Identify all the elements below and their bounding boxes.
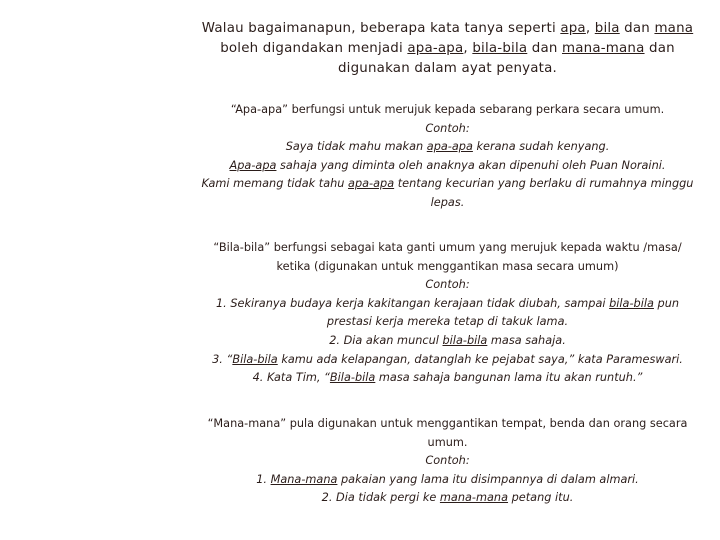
definition-bila-bila: “Bila-bila” berfungsi sebagai kata ganti umum yang merujuk kepada waktu /masa/ ketika (digunakan untuk menggantikan masa secara umum) [213, 241, 682, 273]
intro-text: dan [619, 21, 655, 36]
example-text: 1. [256, 472, 271, 486]
example-text: pakaian yang lama itu disimpannya di dalam almari. [337, 472, 639, 486]
example-text: Kami memang tidak tahu [201, 177, 349, 191]
example-text: masa sahaja. [487, 333, 566, 347]
example-sentence [195, 471, 700, 490]
keyword-mana-mana: mana-mana [562, 41, 645, 56]
example-text: 2. Dia akan muncul [329, 333, 443, 347]
keyword-mana: mana [654, 21, 694, 36]
example-keyword: bila-bila [609, 296, 654, 310]
intro-text: Walau bagaimanapun, beberapa kata tanya seperti [201, 21, 561, 36]
example-sentence [195, 295, 700, 332]
example-text: 2. Dia tidak pergi ke [321, 491, 440, 505]
example-keyword: bila-bila [442, 333, 488, 347]
intro-text: , [463, 41, 473, 56]
example-keyword: Apa-apa [229, 158, 277, 172]
example-text: kamu ada kelapangan, datanglah ke pejabat saya,” kata Parameswari. [277, 352, 683, 366]
contoh-label: Contoh: [425, 121, 470, 135]
example-text: tentang kecurian yang berlaku di rumahnya minggu lepas. [394, 177, 694, 209]
example-sentence [195, 157, 700, 176]
intro-text: , [585, 21, 595, 36]
keyword-bila: bila [594, 21, 620, 36]
keyword-bila-bila: bila-bila [472, 41, 528, 56]
example-text: sahaja yang diminta oleh anaknya akan dipenuhi oleh Puan Noraini. [276, 158, 666, 172]
example-text: kerana sudah kenyang. [472, 140, 610, 154]
example-text: 3. “ [212, 352, 233, 366]
contoh-label: Contoh: [425, 454, 470, 468]
definition-apa-apa: “Apa-apa” berfungsi untuk merujuk kepada sebarang perkara secara umum. [230, 103, 665, 116]
example-keyword: Bila-bila [329, 371, 376, 385]
section-bila-bila [195, 239, 700, 388]
example-text: pun prestasi kerja mereka tetap di takuk lama. [326, 296, 680, 329]
example-keyword: Bila-bila [232, 352, 278, 366]
example-text: petang itu. [508, 491, 574, 505]
example-keyword: Mana-mana [270, 472, 338, 486]
section-apa-apa [195, 101, 700, 213]
example-keyword: mana-mana [439, 491, 509, 505]
intro-text: boleh digandakan menjadi [220, 41, 408, 56]
example-sentence [195, 175, 700, 212]
example-sentence [195, 489, 700, 508]
definition-mana-mana: “Mana-mana” pula digunakan untuk menggantikan tempat, benda dan orang secara umum. [207, 417, 688, 449]
intro-text: dan digunakan dalam ayat penyata. [337, 41, 675, 76]
example-text: masa sahaja bangunan lama itu akan runtuh.” [375, 371, 643, 385]
section-mana-mana [195, 415, 700, 508]
contoh-label: Contoh: [425, 278, 470, 292]
example-keyword: apa-apa [426, 140, 473, 154]
keyword-apa-apa: apa-apa [407, 41, 464, 56]
example-sentence [195, 138, 700, 157]
intro-text: dan [527, 41, 562, 56]
example-keyword: apa-apa [348, 177, 395, 191]
example-sentence [195, 332, 700, 351]
example-text: 4. Kata Tim, “ [252, 371, 330, 385]
example-text: 1. Sekiranya budaya kerja kakitangan kerajaan tidak diubah, sampai [215, 296, 610, 310]
intro-paragraph [195, 19, 700, 79]
example-text: Saya tidak mahu makan [285, 140, 427, 154]
example-sentence [195, 351, 700, 370]
example-sentence [195, 369, 700, 388]
keyword-apa: apa [560, 21, 586, 36]
